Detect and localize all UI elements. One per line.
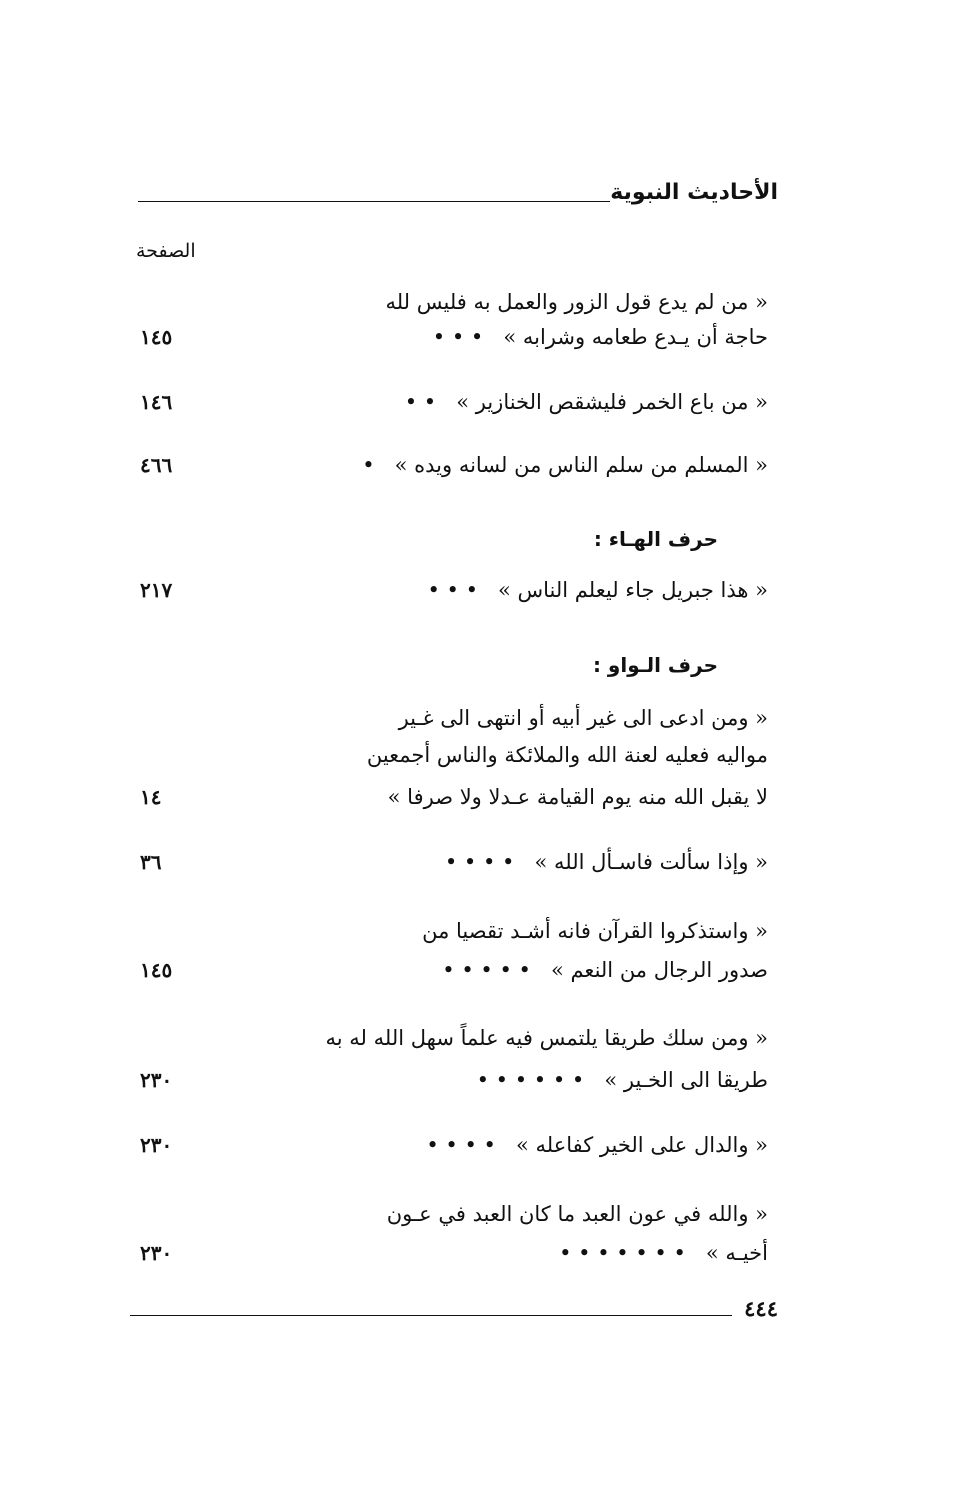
leader-dots: • • • • [426, 1133, 496, 1157]
section-heading: حرف الـواو : [592, 653, 718, 677]
page-reference: ١٤٥ [140, 325, 173, 349]
running-header [138, 176, 778, 206]
hadith-text: « هذا جبريل جاء ليعلم الناس » [498, 578, 768, 602]
hadith-line [338, 387, 768, 417]
footer-rule [130, 1315, 732, 1316]
header-title: الأحاديث النبوية [610, 180, 778, 205]
hadith-line: مواليه فعليه لعنة الله والملائكة والناس أجمعين [366, 743, 768, 767]
hadith-line [338, 1238, 768, 1268]
page-reference: ٢٣٠ [140, 1133, 173, 1157]
header-rule [138, 201, 610, 202]
page-reference: ٣٦ [140, 850, 162, 874]
hadith-text: طريقا الى الخـير » [604, 1068, 768, 1092]
hadith-line: « واستذكروا القرآن فانه أشـد تقصيا من [422, 919, 768, 943]
hadith-line [338, 575, 768, 605]
page-reference: ٢٣٠ [140, 1241, 173, 1265]
hadith-text: أخيـه » [705, 1241, 768, 1265]
page-reference: ٤٦٦ [140, 453, 173, 477]
hadith-text: حاجة أن يـدع طعامه وشرابه » [503, 325, 768, 349]
leader-dots: • • • • • • [476, 1068, 585, 1092]
page-column-label: الصفحة [136, 240, 196, 262]
hadith-line [338, 1130, 768, 1160]
hadith-text: « وإذا سألت فاسـأل الله » [534, 850, 768, 874]
hadith-text: « من باع الخمر فليشقص الخنازير » [456, 390, 768, 414]
hadith-text: « المسلم من سلم الناس من لسانه ويده » [394, 453, 768, 477]
page-reference: ١٤ [140, 785, 162, 809]
hadith-line [338, 955, 768, 985]
section-heading: حرف الهـاء : [593, 527, 718, 551]
hadith-line [338, 1065, 768, 1095]
hadith-text: صدور الرجال من النعم » [550, 958, 768, 982]
leader-dots: • • [404, 390, 437, 414]
hadith-line [338, 450, 768, 480]
hadith-line: « ومن ادعى الى غير أبيه أو انتهى الى غـير [398, 706, 768, 730]
footer-page-number: ٤٤٤ [744, 1296, 778, 1321]
leader-dots: • • • [427, 578, 478, 602]
page-reference: ٢١٧ [140, 578, 173, 602]
leader-dots: • • • [432, 325, 484, 349]
hadith-line: « من لم يدع قول الزور والعمل به فليس لله [385, 290, 768, 314]
hadith-text: « والدال على الخير كفاعله » [515, 1133, 768, 1157]
hadith-line [338, 847, 768, 877]
hadith-line [338, 322, 768, 352]
leader-dots: • • • • • • • [559, 1241, 686, 1265]
leader-dots: • • • • • [442, 958, 531, 982]
hadith-line: « ومن سلك طريقا يلتمس فيه علماً سهل الله له به [325, 1026, 768, 1050]
leader-dots: • [362, 453, 375, 477]
hadith-line: « والله في عون العبد ما كان العبد في عـون [386, 1202, 768, 1226]
hadith-line: لا يقبل الله منه يوم القيامة عـدلا ولا صرفا » [387, 785, 768, 809]
leader-dots: • • • • [444, 850, 515, 874]
page-reference: ١٤٦ [140, 390, 173, 414]
page-footer [130, 1292, 778, 1322]
page-reference: ١٤٥ [140, 958, 173, 982]
page-reference: ٢٣٠ [140, 1068, 173, 1092]
